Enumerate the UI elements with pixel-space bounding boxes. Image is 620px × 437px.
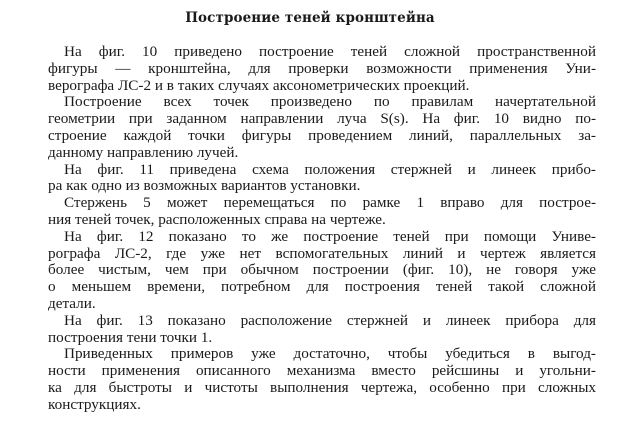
text-line: детали. — [48, 295, 96, 312]
text-line: о меньшем времени, потребном для построения теней такой сложной — [48, 279, 596, 296]
page-title: Построение теней кронштейна — [185, 10, 435, 26]
text-line: конструкциях. — [48, 396, 141, 413]
text-line: фигуры — кронштейна, для проверки возможности применения Уни- — [48, 60, 596, 77]
text-line: данному направлению лучей. — [48, 144, 239, 161]
text-line: ния теней точек, расположенных справа на чертеже. — [48, 211, 386, 228]
text-line: ра как одно из возможных вариантов установки. — [48, 178, 361, 195]
text-line: ности применения описанного механизма вместо рейсшины и угольни- — [48, 363, 596, 380]
text-line: верографа ЛС-2 и в таких случаях аксонометрических проекций. — [48, 77, 470, 94]
text-line: На фиг. 10 приведено построение теней сложной пространственной — [64, 44, 596, 60]
text-line: рографа ЛС-2, где уже нет вспомогательных линий и чертеж является — [48, 245, 596, 262]
text-line: более чистым, чем при обычном построении (фиг. 10), не говоря уже — [48, 262, 596, 279]
text-line: На фиг. 13 показано расположение стержней и линеек прибора для — [64, 312, 596, 329]
text-line: На фиг. 12 показано то же построение теней при помощи Униве- — [64, 228, 596, 245]
text-line: построения тени точки 1. — [48, 329, 213, 346]
text-line: На фиг. 11 приведена схема положения стержней и линеек прибо- — [64, 161, 596, 178]
text-line: геометрии при заданном направлении луча S(s). На фиг. 10 видно по- — [48, 111, 596, 128]
body-text — [48, 44, 596, 414]
text-line: Приведенных примеров уже достаточно, чтобы убедиться в выгод- — [64, 346, 596, 363]
text-line: Стержень 5 может перемещаться по рамке 1 вправо для построе- — [64, 195, 596, 212]
text-line: Построение всех точек произведено по правилам начертательной — [64, 94, 596, 111]
text-line: строение каждой точки фигуры проведением линий, параллельных за- — [48, 127, 596, 144]
text-line: ка для быстроты и чистоты выполнения чертежа, особенно при сложных — [48, 379, 596, 396]
